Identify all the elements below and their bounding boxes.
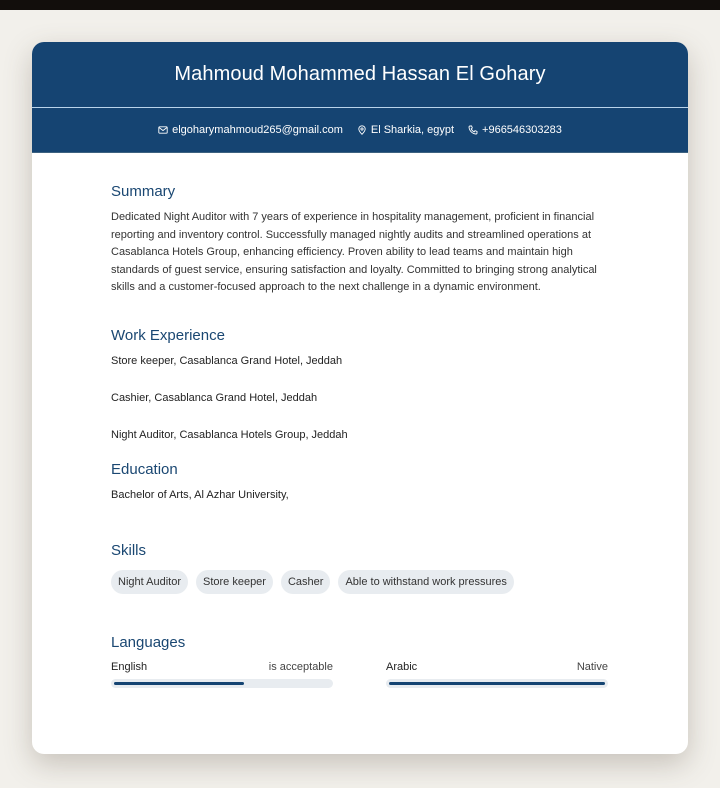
skills-title: Skills: [111, 541, 147, 559]
languages-list: [111, 661, 609, 688]
summary-text: Dedicated Night Auditor with 7 years of experience in hospitality management, proficient in financial reporting and inventory control. Successfully managed nightly audits and streamlined operations at Casablanca Hotels Group, enhancing efficiency. Proven ability to lead teams and maintain high standards of guest service, ensuring satisfaction and loyalty. Committed to bringing strong analytical skills and a customer-focused approach to the next challenge in a dynamic environment.: [111, 211, 597, 293]
skill-chip: Store keeper: [196, 570, 273, 594]
skills-list: [111, 570, 609, 594]
contact-phone-text: +966546303283: [482, 124, 562, 136]
language-level: is acceptable: [268, 660, 333, 673]
language-proficiency-bar: [111, 679, 333, 688]
language-proficiency-bar: [386, 679, 608, 688]
skill-chip: Casher: [281, 570, 330, 594]
resume-header: [32, 42, 688, 108]
language-name: English: [111, 660, 148, 673]
browser-top-bar: [0, 0, 720, 10]
job-item: Store keeper, Casablanca Grand Hotel, Jeddah: [111, 354, 343, 367]
language-proficiency-fill: [114, 682, 244, 685]
contact-location: [357, 124, 454, 136]
job-item: Cashier, Casablanca Grand Hotel, Jeddah: [111, 391, 318, 404]
contact-email-text: elgoharymahmoud265@gmail.com: [172, 124, 343, 136]
contact-location-text: El Sharkia, egypt: [370, 124, 455, 136]
skills-section: [111, 502, 609, 594]
skill-chip: Able to withstand work pressures: [338, 570, 513, 594]
envelope-icon: [158, 125, 168, 135]
contact-phone[interactable]: [468, 124, 562, 136]
education-title: Education: [111, 460, 178, 478]
language-item: [386, 661, 608, 688]
work-experience-section: [111, 297, 609, 442]
summary-title: Summary: [111, 183, 176, 200]
map-pin-icon: [357, 125, 367, 135]
education-section: [111, 442, 609, 502]
job-item: Night Auditor, Casablanca Hotels Group, Jeddah: [111, 428, 348, 441]
work-experience-title: Work Experience: [111, 326, 225, 344]
candidate-name: Mahmoud Mohammed Hassan El Gohary: [174, 63, 546, 85]
education-item: Bachelor of Arts, Al Azhar University,: [111, 488, 289, 501]
languages-section: [111, 594, 609, 688]
phone-icon: [468, 125, 478, 135]
language-level: Native: [576, 660, 608, 673]
summary-section: [111, 153, 609, 297]
contact-bar: [32, 108, 688, 153]
contact-email[interactable]: [158, 124, 343, 136]
resume-content: [32, 153, 688, 688]
language-name: Arabic: [386, 660, 418, 673]
resume-card: [32, 42, 688, 754]
language-proficiency-fill: [389, 682, 605, 685]
language-item: [111, 661, 333, 688]
skill-chip: Night Auditor: [111, 570, 188, 594]
languages-title: Languages: [111, 633, 186, 651]
